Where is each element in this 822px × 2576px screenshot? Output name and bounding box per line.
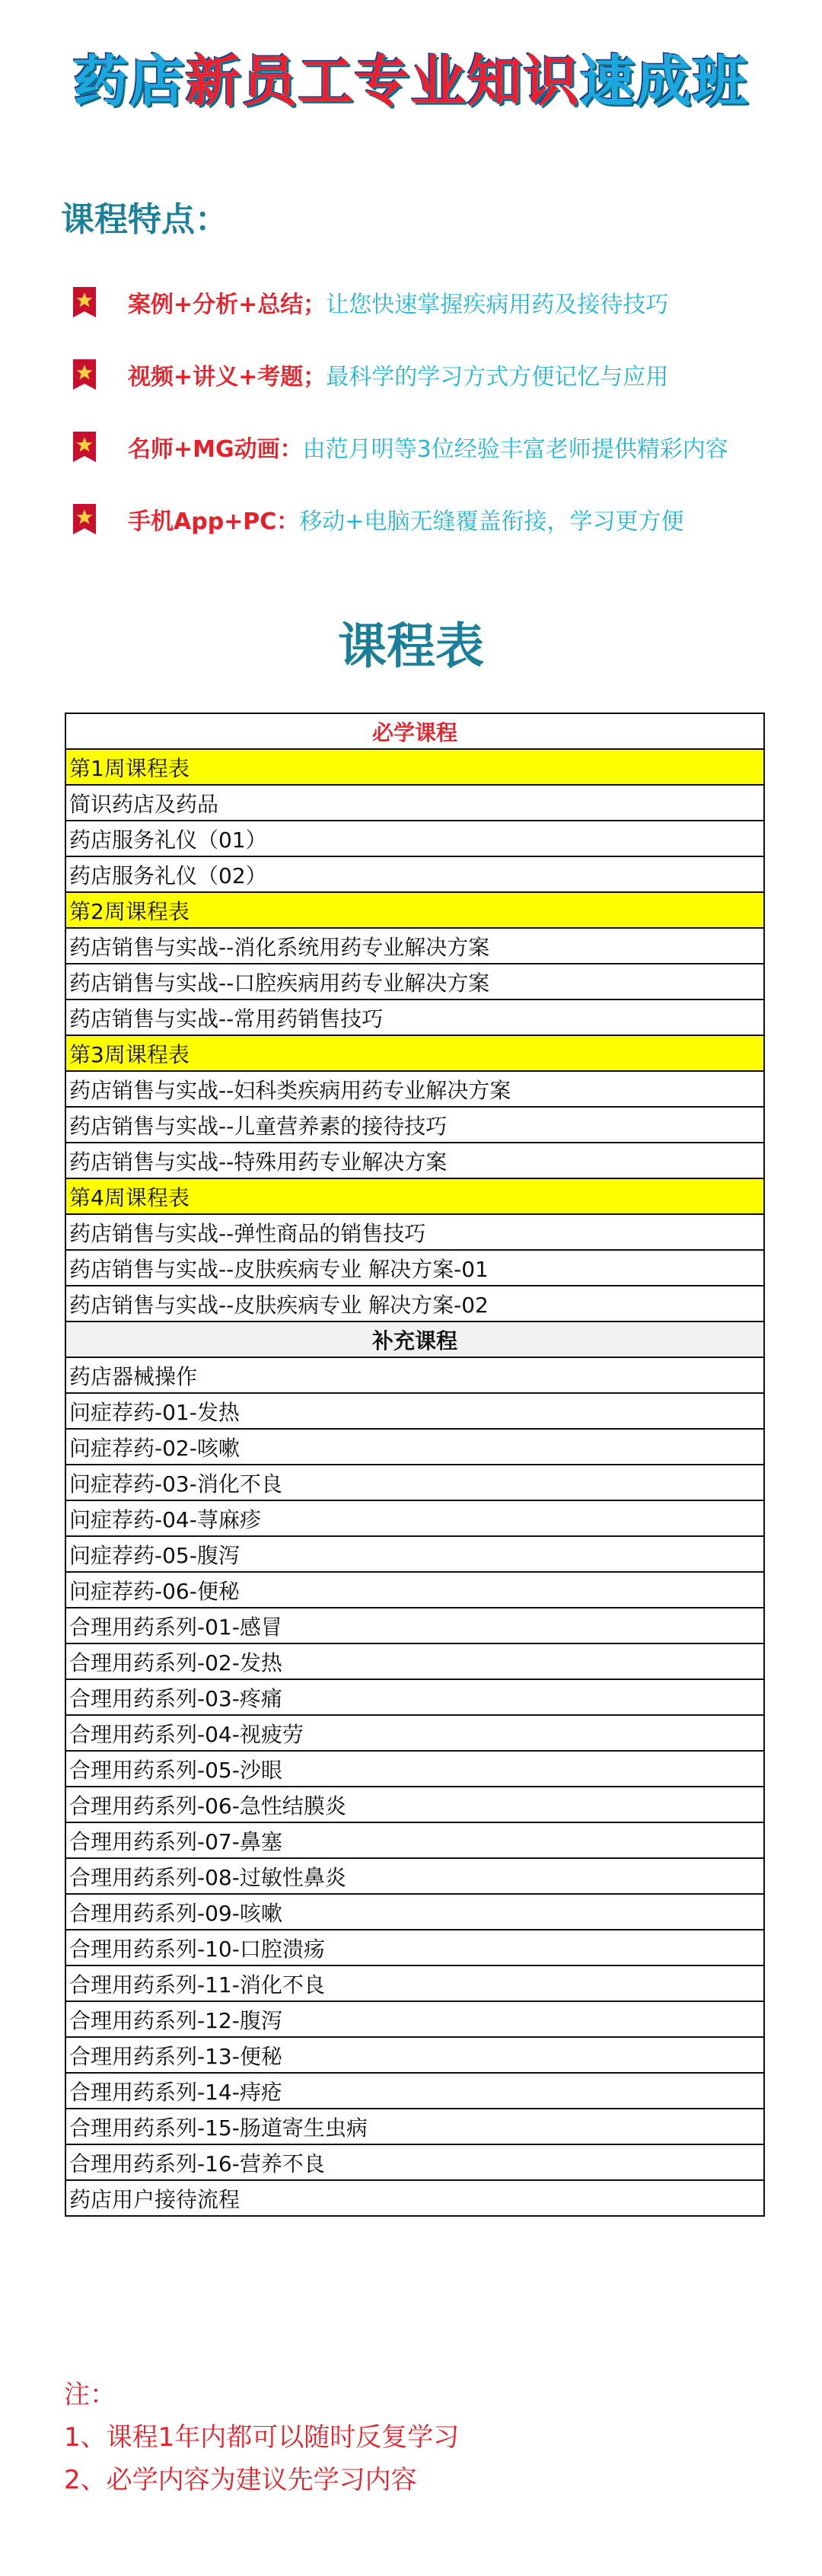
table-row [65, 1214, 764, 1250]
page-title-part-2: 新员工 [185, 49, 355, 113]
table-row [65, 1822, 764, 1858]
table-row [65, 1465, 764, 1500]
supplementary-courses-header: 补充课程 [65, 1321, 764, 1357]
page-title-part-4: 速成班 [580, 49, 750, 113]
medal-star-icon [73, 287, 96, 317]
medal-star-icon [73, 432, 96, 462]
course-cell: 药店销售与实战--妇科类疾病用药专业解决方案 [65, 1071, 764, 1107]
table-row [65, 1250, 764, 1286]
table-row [65, 1429, 764, 1465]
note-item: 1、课程1年内都可以随时反复学习 [64, 2422, 460, 2453]
week-1-label: 第1周课程表 [65, 749, 764, 785]
table-row [65, 1965, 764, 2001]
course-cell: 合理用药系列-16-营养不良 [65, 2144, 764, 2180]
course-cell: 药店销售与实战--皮肤疾病专业 解决方案-02 [65, 1286, 764, 1321]
course-cell: 药店销售与实战--口腔疾病用药专业解决方案 [65, 964, 764, 999]
feature-key: 名师+MG动画： [128, 436, 303, 463]
course-cell: 合理用药系列-08-过敏性鼻炎 [65, 1858, 764, 1894]
features-heading: 课程特点： [61, 200, 228, 239]
medal-star-icon [73, 504, 96, 534]
feature-key: 案例+分析+总结； [128, 292, 327, 318]
table-row [65, 1751, 764, 1787]
course-cell: 药店销售与实战--弹性商品的销售技巧 [65, 1214, 764, 1250]
course-cell: 合理用药系列-06-急性结膜炎 [65, 1787, 764, 1822]
table-row [65, 1643, 764, 1679]
course-cell: 合理用药系列-03-疼痛 [65, 1679, 764, 1715]
table-row [65, 1572, 764, 1608]
course-cell: 药店用户接待流程 [65, 2180, 764, 2216]
table-row [65, 1286, 764, 1321]
page-title [0, 40, 822, 123]
course-cell: 合理用药系列-12-腹泻 [65, 2001, 764, 2037]
table-row [65, 928, 764, 964]
table-row [65, 1143, 764, 1178]
required-courses-header-row [65, 713, 764, 749]
table-row [65, 999, 764, 1035]
table-row [65, 856, 764, 892]
course-cell: 药店服务礼仪（01） [65, 821, 764, 856]
table-row [65, 1715, 764, 1751]
course-cell: 药店销售与实战--儿童营养素的接待技巧 [65, 1107, 764, 1143]
table-row [65, 1608, 764, 1643]
course-cell: 药店服务礼仪（02） [65, 856, 764, 892]
course-cell: 简识药店及药品 [65, 785, 764, 821]
feature-item [73, 425, 804, 469]
table-row [65, 2180, 764, 2216]
course-cell: 合理用药系列-15-肠道寄生虫病 [65, 2109, 764, 2144]
page-title-part-1: 药店 [72, 49, 186, 113]
table-row [65, 1894, 764, 1930]
medal-star-icon [73, 359, 96, 390]
table-row [65, 1393, 764, 1429]
table-row [65, 2109, 764, 2144]
table-row [65, 1500, 764, 1536]
feature-desc: 让您快速掌握疾病用药及接待技巧 [326, 292, 669, 318]
course-cell: 合理用药系列-14-痔疮 [65, 2073, 764, 2109]
feature-desc: 由范月明等3位经验丰富老师提供精彩内容 [302, 436, 728, 463]
table-row [65, 1107, 764, 1143]
course-cell: 合理用药系列-01-感冒 [65, 1608, 764, 1643]
course-cell: 合理用药系列-10-口腔溃疡 [65, 1930, 764, 1965]
course-cell: 合理用药系列-05-沙眼 [65, 1751, 764, 1787]
feature-item [73, 352, 804, 397]
table-row [65, 1679, 764, 1715]
notes-title: 注： [64, 2380, 116, 2410]
course-cell: 合理用药系列-13-便秘 [65, 2037, 764, 2073]
schedule-heading: 课程表 [338, 619, 484, 675]
course-cell: 药店销售与实战--皮肤疾病专业 解决方案-01 [65, 1250, 764, 1286]
week-header-row [65, 892, 764, 928]
week-header-row [65, 1178, 764, 1214]
course-cell: 合理用药系列-07-鼻塞 [65, 1822, 764, 1858]
table-row [65, 1858, 764, 1894]
course-cell: 问症荐药-01-发热 [65, 1393, 764, 1429]
table-row [65, 2001, 764, 2037]
table-row [65, 821, 764, 856]
course-cell: 合理用药系列-09-咳嗽 [65, 1894, 764, 1930]
table-row [65, 1071, 764, 1107]
week-header-row [65, 1035, 764, 1071]
table-row [65, 1536, 764, 1572]
week-2-label: 第2周课程表 [65, 892, 764, 928]
note-item: 2、必学内容为建议先学习内容 [64, 2465, 417, 2495]
week-4-label: 第4周课程表 [65, 1178, 764, 1214]
feature-list [73, 280, 804, 569]
course-cell: 药店销售与实战--特殊用药专业解决方案 [65, 1143, 764, 1178]
course-cell: 合理用药系列-11-消化不良 [65, 1965, 764, 2001]
feature-item [73, 497, 804, 541]
course-cell: 药店销售与实战--常用药销售技巧 [65, 999, 764, 1035]
feature-item [73, 280, 804, 324]
course-cell: 问症荐药-05-腹泻 [65, 1536, 764, 1572]
course-cell: 问症荐药-03-消化不良 [65, 1465, 764, 1500]
page-title-part-3: 专业知识 [355, 49, 581, 113]
course-cell: 药店销售与实战--消化系统用药专业解决方案 [65, 928, 764, 964]
feature-key: 视频+讲义+考题； [128, 364, 327, 391]
course-cell: 问症荐药-02-咳嗽 [65, 1429, 764, 1465]
table-row [65, 2144, 764, 2180]
table-row [65, 785, 764, 821]
feature-key: 手机App+PC： [128, 509, 300, 535]
table-row [65, 1930, 764, 1965]
table-row [65, 2073, 764, 2109]
table-row [65, 1787, 764, 1822]
course-cell: 问症荐药-06-便秘 [65, 1572, 764, 1608]
table-row [65, 1357, 764, 1393]
course-cell: 药店器械操作 [65, 1357, 764, 1393]
table-row [65, 2037, 764, 2073]
week-header-row [65, 749, 764, 785]
table-row [65, 964, 764, 999]
required-courses-header: 必学课程 [65, 713, 764, 749]
week-3-label: 第3周课程表 [65, 1035, 764, 1071]
course-cell: 问症荐药-04-荨麻疹 [65, 1500, 764, 1536]
course-cell: 合理用药系列-04-视疲劳 [65, 1715, 764, 1751]
course-cell: 合理用药系列-02-发热 [65, 1643, 764, 1679]
feature-desc: 最科学的学习方式方便记忆与应用 [326, 364, 669, 391]
supplementary-courses-header-row [65, 1321, 764, 1357]
notes-section [64, 2374, 459, 2501]
course-schedule-table [65, 713, 765, 2217]
feature-desc: 移动+电脑无缝覆盖衔接，学习更方便 [299, 509, 684, 535]
